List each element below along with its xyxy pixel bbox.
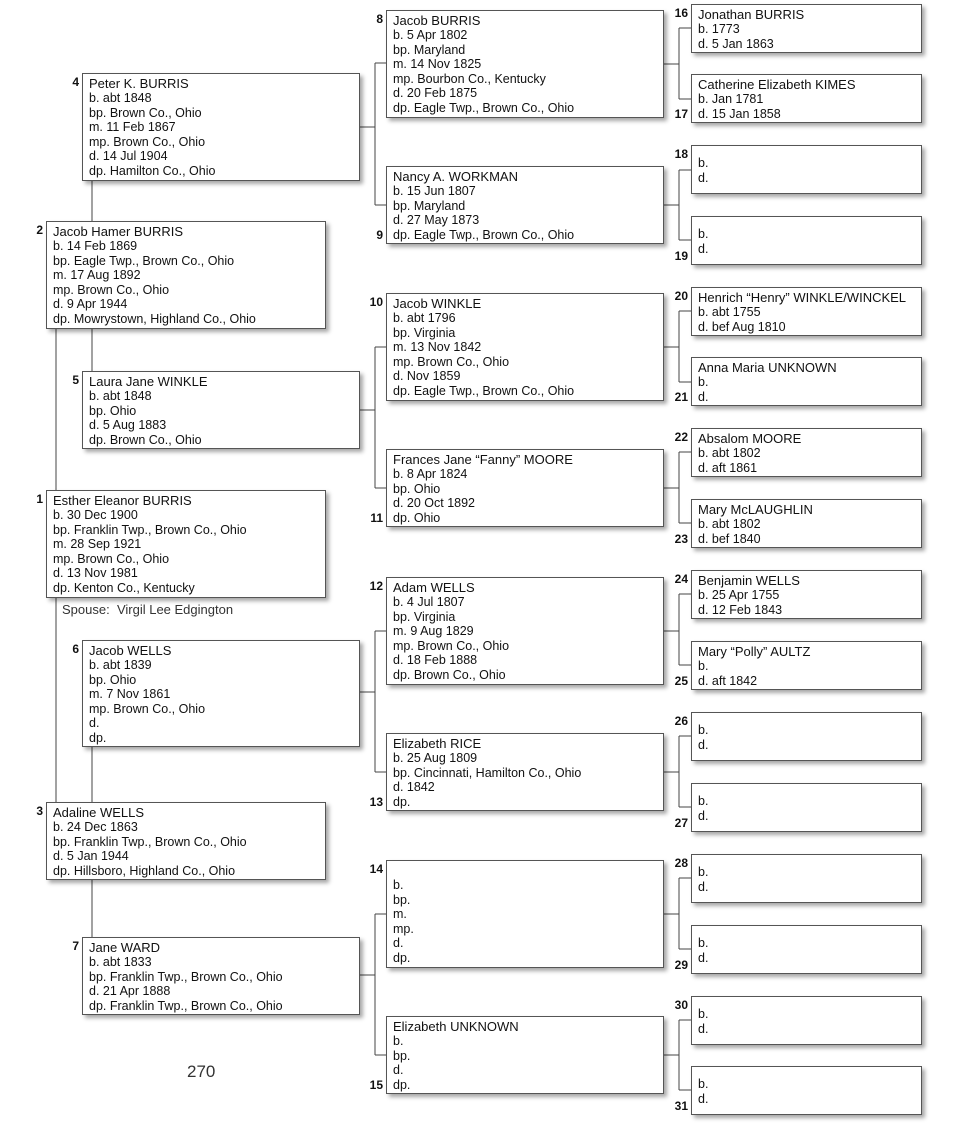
person-detail: dp. (393, 950, 411, 965)
person-box-31 (691, 1066, 922, 1115)
person-name: Peter K. BURRIS (89, 76, 189, 91)
person-detail: d. 9 Apr 1944 (53, 297, 128, 312)
person-detail: b. (698, 1077, 709, 1091)
person-name (698, 928, 915, 936)
person-detail: m. 9 Aug 1829 (393, 624, 474, 639)
person-detail: m. (393, 907, 407, 922)
person-detail: mp. Brown Co., Ohio (393, 638, 510, 653)
person-detail: bp. Eagle Twp., Brown Co., Ohio (53, 253, 235, 268)
person-detail: d. 12 Feb 1843 (698, 602, 783, 617)
person-detail: d. (698, 737, 709, 752)
person-number: 30 (674, 998, 688, 1012)
person-number: 12 (369, 579, 383, 593)
person-box-10 (386, 293, 664, 401)
person-detail: dp. (393, 1077, 411, 1092)
person-name: Elizabeth UNKNOWN (393, 1019, 519, 1034)
person-detail: d. 5 Jan 1863 (698, 36, 774, 51)
person-name (698, 786, 915, 794)
person-name (393, 863, 657, 878)
person-number: 21 (674, 390, 688, 404)
person-number: 13 (369, 795, 383, 809)
person-detail: d. (698, 170, 709, 185)
person-detail: d. 5 Aug 1883 (89, 418, 167, 433)
person-number: 29 (674, 958, 688, 972)
person-detail: b. (698, 723, 709, 737)
person-box-5 (82, 371, 360, 449)
person-name: Jonathan BURRIS (698, 7, 805, 22)
person-number: 3 (36, 804, 43, 818)
person-detail: dp. Brown Co., Ohio (393, 667, 506, 682)
person-name: Anna Maria UNKNOWN (698, 360, 837, 375)
person-number: 27 (674, 816, 688, 830)
person-detail: m. 7 Nov 1861 (89, 687, 171, 702)
person-detail: d. aft 1842 (698, 673, 758, 688)
person-box-4 (82, 73, 360, 181)
person-detail: b. (698, 794, 709, 808)
person-detail: b. 25 Aug 1809 (393, 751, 478, 765)
person-number: 2 (36, 223, 43, 237)
person-name: Jacob WINKLE (393, 296, 482, 311)
person-detail: bp. Franklin Twp., Brown Co., Ohio (53, 522, 247, 537)
person-detail: dp. Eagle Twp., Brown Co., Ohio (393, 100, 575, 115)
person-detail: b. 25 Apr 1755 (698, 588, 780, 602)
person-box-9 (386, 166, 664, 244)
person-number: 8 (376, 12, 383, 26)
person-detail: d. 18 Feb 1888 (393, 653, 478, 668)
person-box-22 (691, 428, 922, 477)
person-box-1 (46, 490, 326, 598)
person-detail: m. 28 Sep 1921 (53, 537, 142, 552)
person-box-21 (691, 357, 922, 406)
person-name: Absalom MOORE (698, 431, 802, 446)
person-box-14 (386, 860, 664, 968)
person-detail: b. (698, 659, 709, 673)
person-number: 10 (369, 295, 383, 309)
person-detail: bp. Brown Co., Ohio (89, 105, 202, 120)
person-name: Elizabeth RICE (393, 736, 482, 751)
person-detail: dp. Eagle Twp., Brown Co., Ohio (393, 227, 575, 242)
person-box-25 (691, 641, 922, 690)
person-detail: b. (698, 865, 709, 879)
person-number: 26 (674, 714, 688, 728)
person-detail: bp. (393, 1048, 411, 1063)
person-name: Adam WELLS (393, 580, 475, 595)
person-detail: m. 13 Nov 1842 (393, 340, 482, 355)
person-detail: dp. Eagle Twp., Brown Co., Ohio (393, 383, 575, 398)
person-box-20 (691, 287, 922, 336)
person-name: Nancy A. WORKMAN (393, 169, 518, 184)
person-number: 5 (72, 373, 79, 387)
person-number: 6 (72, 642, 79, 656)
person-detail: d. 21 Apr 1888 (89, 984, 171, 999)
person-detail: d. (698, 1091, 709, 1106)
person-detail: d. bef Aug 1810 (698, 319, 786, 334)
person-name: Jacob WELLS (89, 643, 172, 658)
person-number: 25 (674, 674, 688, 688)
person-number: 18 (674, 147, 688, 161)
person-box-12 (386, 577, 664, 685)
person-detail: d. (393, 936, 404, 951)
person-box-15 (386, 1016, 664, 1094)
person-detail: d. (698, 879, 709, 894)
person-box-28 (691, 854, 922, 903)
person-box-11 (386, 449, 664, 527)
person-box-30 (691, 996, 922, 1045)
person-detail: bp. Virginia (393, 325, 456, 340)
person-box-26 (691, 712, 922, 761)
person-detail: b. abt 1802 (698, 446, 761, 460)
person-detail: bp. Ohio (89, 403, 137, 418)
person-box-29 (691, 925, 922, 974)
person-detail: dp. Hamilton Co., Ohio (89, 163, 216, 178)
person-name: Mary McLAUGHLIN (698, 502, 813, 517)
person-detail: b. 8 Apr 1824 (393, 467, 468, 481)
person-detail: bp. Maryland (393, 198, 466, 213)
person-name: Henrich “Henry” WINKLE/WINCKEL (698, 290, 907, 305)
person-name (698, 148, 915, 156)
person-detail: mp. Brown Co., Ohio (89, 134, 206, 149)
person-detail: d. (698, 808, 709, 823)
person-box-23 (691, 499, 922, 548)
person-name: Adaline WELLS (53, 805, 145, 820)
person-detail: b. (698, 227, 709, 241)
person-detail: mp. Brown Co., Ohio (393, 354, 510, 369)
person-name: Mary “Polly” AULTZ (698, 644, 811, 659)
person-name (698, 857, 915, 865)
person-detail: bp. Franklin Twp., Brown Co., Ohio (89, 969, 283, 984)
person-detail: b. abt 1848 (89, 389, 152, 403)
person-box-2 (46, 221, 326, 329)
person-detail: bp. Ohio (89, 672, 137, 687)
spouse-name: Virgil Lee Edgington (116, 602, 234, 617)
person-number: 28 (674, 856, 688, 870)
person-number: 15 (369, 1078, 383, 1092)
person-name: Jane WARD (89, 940, 161, 955)
person-name: Jacob Hamer BURRIS (53, 224, 184, 239)
person-number: 9 (376, 228, 383, 242)
person-name (698, 999, 915, 1007)
person-detail: b. abt 1755 (698, 305, 761, 319)
person-name: Esther Eleanor BURRIS (53, 493, 192, 508)
person-number: 19 (674, 249, 688, 263)
person-number: 22 (674, 430, 688, 444)
person-number: 24 (674, 572, 688, 586)
person-detail: bp. Ohio (393, 481, 441, 496)
person-detail: d. 14 Jul 1904 (89, 149, 168, 164)
person-name: Frances Jane “Fanny” MOORE (393, 452, 573, 467)
person-box-8 (386, 10, 664, 118)
person-detail: d. (393, 1063, 404, 1078)
person-detail: d. Nov 1859 (393, 369, 461, 384)
person-detail: d. (698, 1021, 709, 1036)
person-box-24 (691, 570, 922, 619)
person-detail: d. bef 1840 (698, 531, 761, 546)
person-detail: mp. Brown Co., Ohio (53, 551, 170, 566)
person-detail: m. 14 Nov 1825 (393, 57, 482, 72)
person-detail: m. 17 Aug 1892 (53, 268, 141, 283)
person-detail: d. 1842 (393, 780, 435, 795)
person-box-13 (386, 733, 664, 811)
person-box-18 (691, 145, 922, 194)
person-detail: b. Jan 1781 (698, 92, 764, 106)
person-number: 31 (674, 1099, 688, 1113)
person-detail: d. 27 May 1873 (393, 213, 480, 228)
person-number: 17 (674, 107, 688, 121)
person-detail: bp. Cincinnati, Hamilton Co., Ohio (393, 765, 582, 780)
person-number: 7 (72, 939, 79, 953)
person-name (698, 715, 915, 723)
person-name: Benjamin WELLS (698, 573, 800, 588)
person-detail: m. 11 Feb 1867 (89, 120, 176, 135)
person-detail: d. (698, 241, 709, 256)
person-detail: dp. Ohio (393, 510, 441, 525)
person-box-3 (46, 802, 326, 880)
person-detail: b. abt 1833 (89, 955, 152, 969)
person-box-17 (691, 74, 922, 123)
person-detail: d. (698, 950, 709, 965)
person-detail: d. 15 Jan 1858 (698, 106, 781, 121)
person-detail: mp. Bourbon Co., Kentucky (393, 71, 546, 86)
person-number: 16 (674, 6, 688, 20)
person-number: 4 (72, 75, 79, 89)
person-detail: bp. Maryland (393, 42, 466, 57)
person-detail: b. (698, 375, 709, 389)
page-number: 270 (187, 1062, 216, 1081)
person-detail: dp. (89, 730, 107, 745)
person-detail: d. aft 1861 (698, 460, 758, 475)
person-detail: bp. (393, 892, 411, 907)
person-detail: mp. Brown Co., Ohio (53, 282, 170, 297)
person-number: 14 (369, 862, 383, 876)
person-detail: dp. Hillsboro, Highland Co., Ohio (53, 863, 236, 878)
person-box-7 (82, 937, 360, 1015)
person-detail: d. 20 Oct 1892 (393, 496, 476, 511)
person-detail: d. 5 Jan 1944 (53, 849, 129, 864)
person-name (698, 1069, 915, 1077)
person-detail: b. (698, 156, 709, 170)
person-name: Catherine Elizabeth KIMES (698, 77, 856, 92)
person-detail: dp. Brown Co., Ohio (89, 432, 202, 447)
person-detail: dp. Kenton Co., Kentucky (53, 580, 195, 595)
person-detail: d. (698, 389, 709, 404)
person-box-6 (82, 640, 360, 747)
person-detail: b. 14 Feb 1869 (53, 239, 138, 253)
person-detail: b. abt 1802 (698, 517, 761, 531)
person-detail: b. 24 Dec 1863 (53, 820, 138, 834)
person-number: 20 (674, 289, 688, 303)
person-detail: b. 1773 (698, 22, 740, 36)
person-detail: b. abt 1839 (89, 658, 152, 672)
person-detail: b. (698, 936, 709, 950)
person-name (698, 219, 915, 227)
person-detail: mp. (393, 921, 414, 936)
person-box-19 (691, 216, 922, 265)
person-name: Jacob BURRIS (393, 13, 481, 28)
person-number: 11 (370, 511, 383, 525)
person-detail: b. 30 Dec 1900 (53, 508, 138, 522)
person-detail: b. (393, 1034, 404, 1048)
person-detail: b. (393, 878, 404, 892)
spouse-line (62, 602, 233, 617)
person-detail: d. (89, 716, 100, 731)
person-detail: dp. Mowrystown, Highland Co., Ohio (53, 311, 256, 326)
person-box-27 (691, 783, 922, 832)
spouse-label: Spouse: (62, 602, 110, 617)
person-detail: b. 15 Jun 1807 (393, 184, 476, 198)
person-detail: bp. Franklin Twp., Brown Co., Ohio (53, 834, 247, 849)
person-detail: bp. Virginia (393, 609, 456, 624)
person-detail: dp. Franklin Twp., Brown Co., Ohio (89, 998, 283, 1013)
person-detail: dp. (393, 794, 411, 809)
person-detail: b. abt 1796 (393, 311, 456, 325)
person-detail: b. (698, 1007, 709, 1021)
person-detail: b. 5 Apr 1802 (393, 28, 468, 42)
person-detail: b. 4 Jul 1807 (393, 595, 465, 609)
person-number: 23 (674, 532, 688, 546)
person-detail: mp. Brown Co., Ohio (89, 701, 206, 716)
person-detail: d. 13 Nov 1981 (53, 566, 138, 581)
person-detail: d. 20 Feb 1875 (393, 86, 478, 101)
person-box-16 (691, 4, 922, 53)
person-number: 1 (36, 492, 43, 506)
person-name: Laura Jane WINKLE (89, 374, 208, 389)
person-detail: b. abt 1848 (89, 91, 152, 105)
